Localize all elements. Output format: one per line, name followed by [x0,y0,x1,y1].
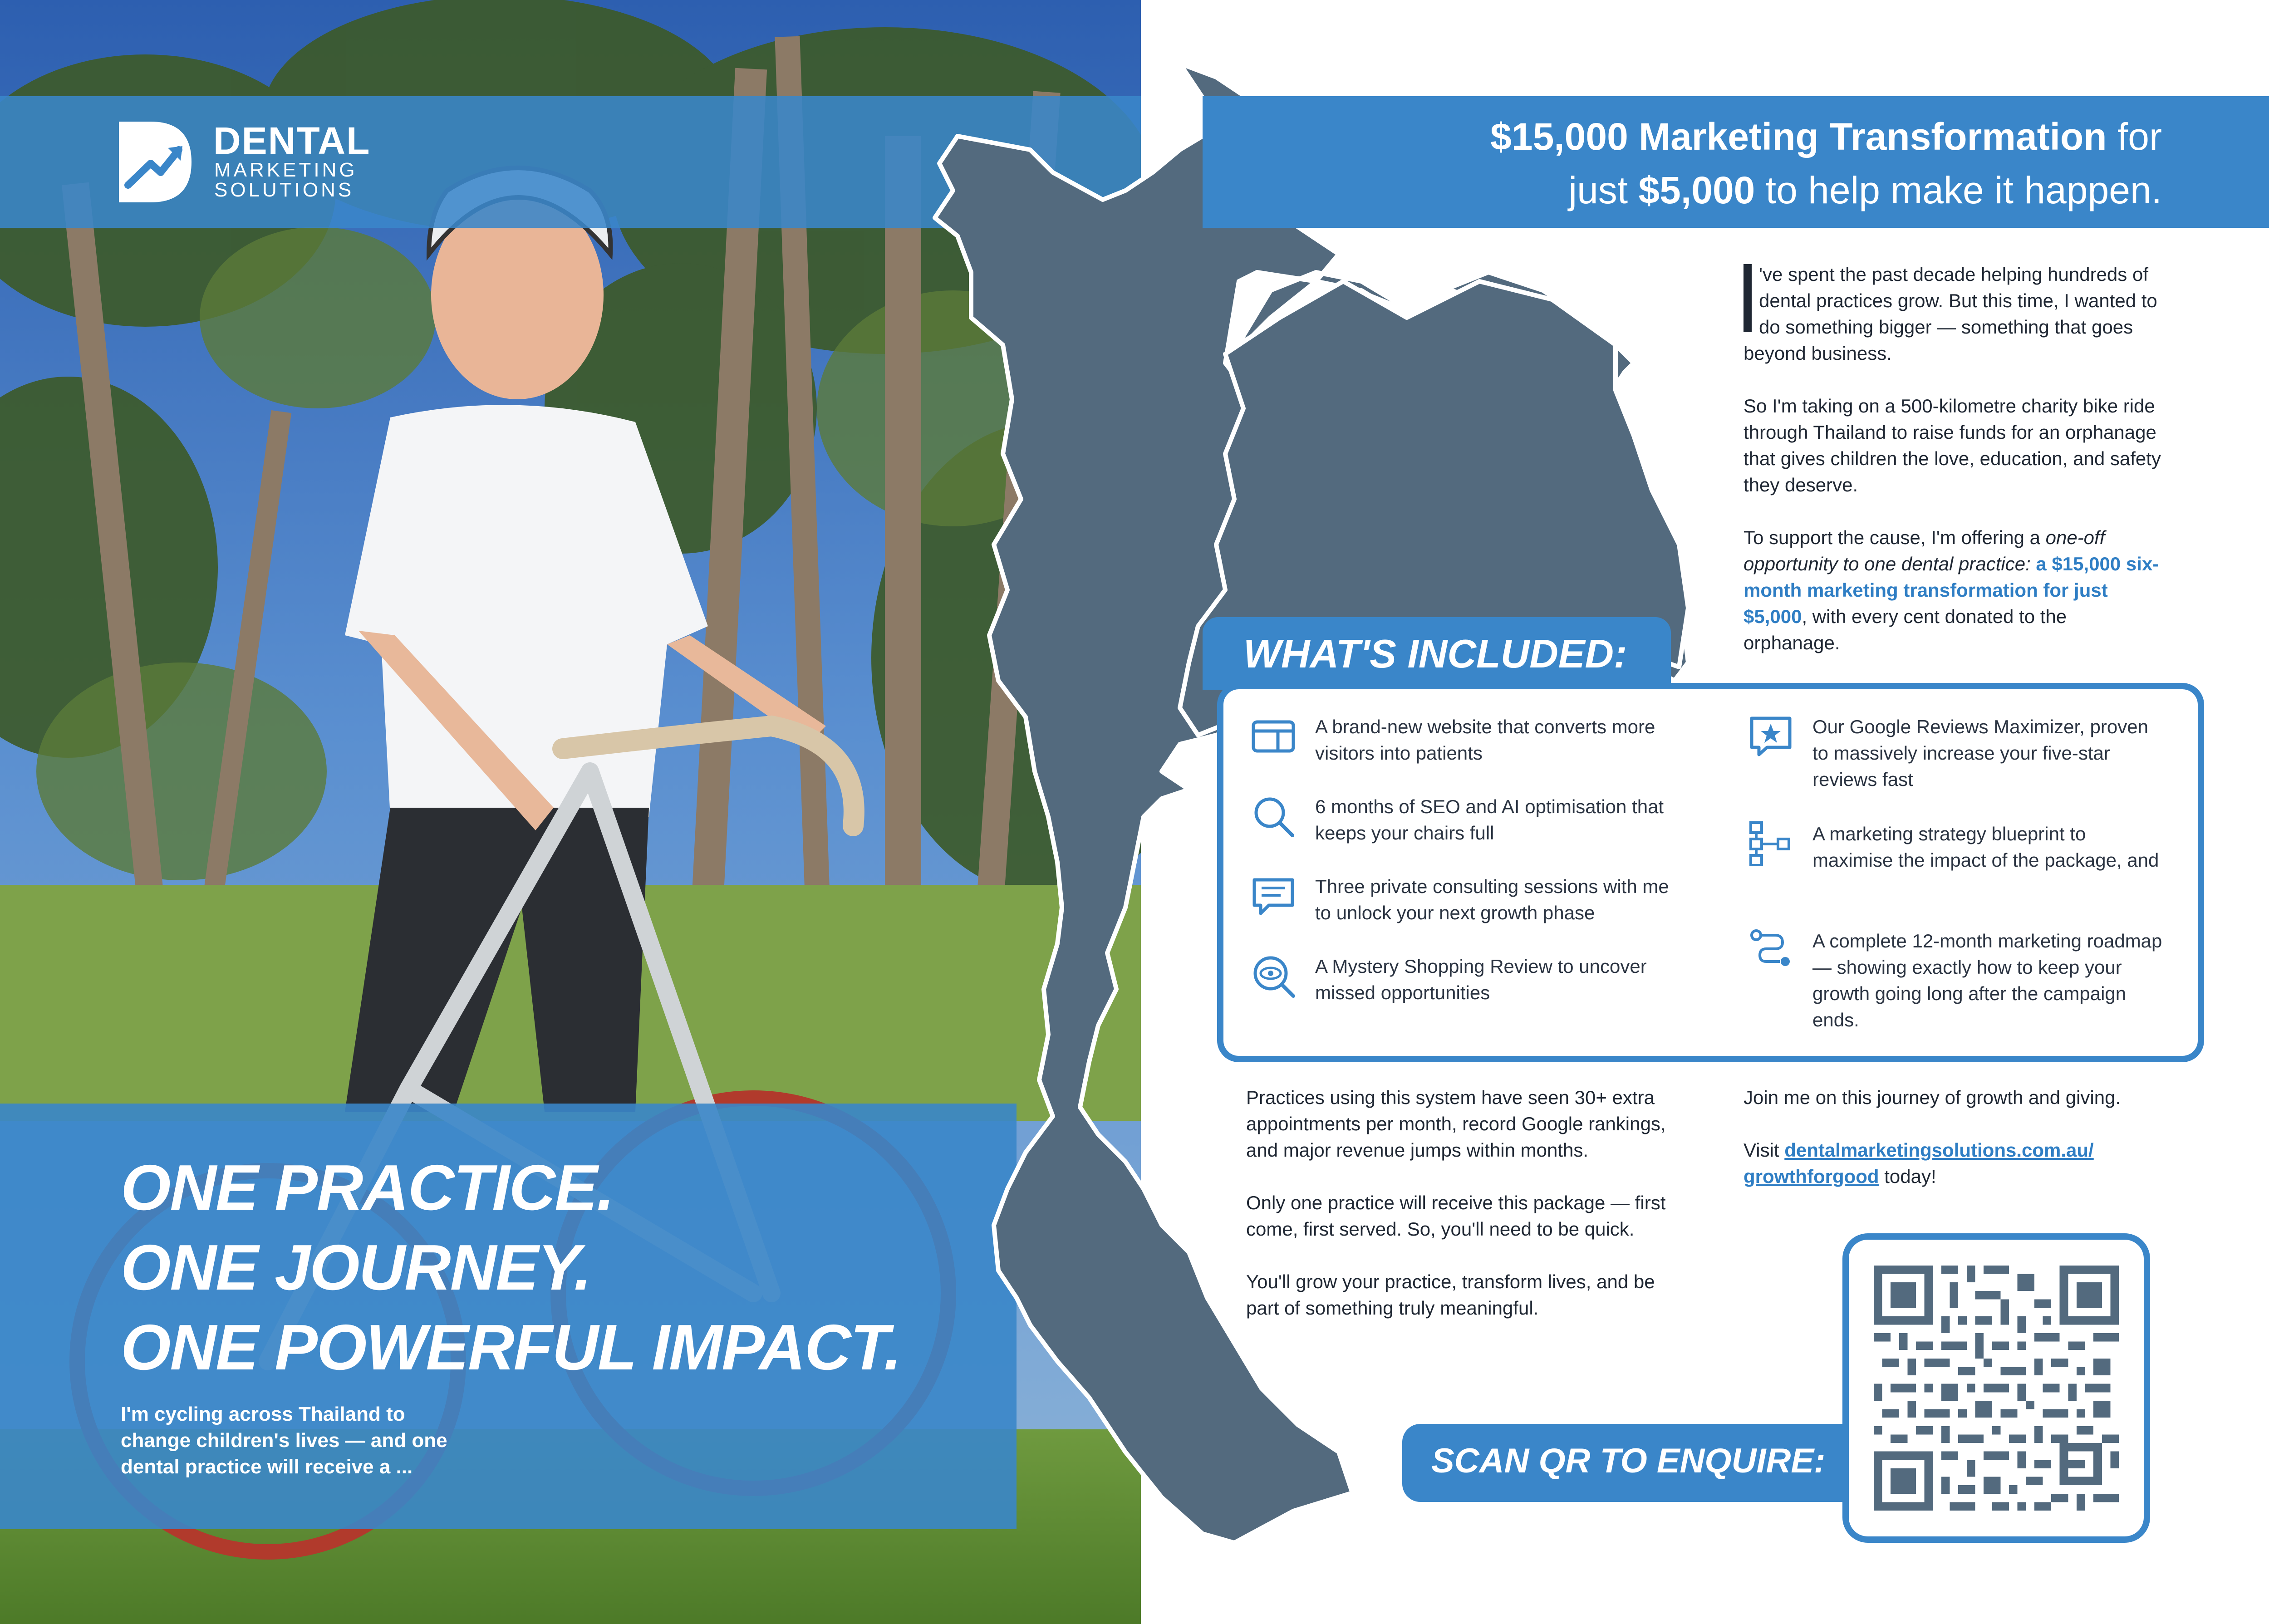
included-item-mystery [1251,953,1669,1006]
dropcap-i [1743,264,1752,332]
qr-code-icon [1874,1266,2119,1511]
included-item-text: Three private consulting sessions with me to unlock your next growth phase [1315,876,1669,923]
hero-line-1: ONE PRACTICE. [121,1152,614,1224]
roadmap-icon [1748,928,1793,973]
intro-p1: 've spent the past decade helping hundreds of dental practices grow. But this time, I wanted to do something bigger — something that goes beyond business. [1743,264,2157,364]
intro-p3-b: , with every cent donated to the orphanage. [1743,606,2067,653]
title-band [1203,96,2269,228]
search-icon [1251,794,1296,839]
visit-suffix: today! [1879,1166,1936,1187]
scan-qr-label: SCAN QR TO ENQUIRE: [1431,1442,1826,1480]
flowchart-icon [1748,821,1793,866]
included-item-text: A marketing strategy blueprint to maximise the impact of the package, and [1812,823,2159,871]
qr-code-frame[interactable] [1842,1233,2150,1543]
included-item-website [1251,714,1669,766]
hero-line-2: ONE JOURNEY. [121,1231,591,1304]
intro-p2: So I'm taking on a 500-kilometre charity bike ride through Thailand to raise funds for an orphanage that gives children the love, education, and safety they deserve. [1743,395,2161,496]
included-item-text: A brand-new website that converts more visitors into patients [1315,716,1655,764]
included-box [1217,683,2204,1062]
lower-right-p1: Join me on this journey of growth and giving. [1743,1087,2121,1108]
eye-search-icon [1251,953,1296,999]
intro-p3-italic: one-off opportunity to one dental practice: [1743,527,2105,574]
offer-title-plain-3: to help make it happen. [1755,169,2162,211]
campaign-link-part-1[interactable]: dentalmarketingsolutions.com.au/ [1784,1139,2094,1161]
hero-line-3: ONE POWERFUL IMPACT. [121,1311,901,1384]
logo-solutions: SOLUTIONS [214,179,354,201]
lower-right-copy [1743,1084,2170,1216]
offer-title [1490,110,2162,217]
lower-left-p1: Practices using this system have seen 30+ extra appointments per month, record Google rankings, and major revenue jumps within months. [1246,1087,1666,1161]
included-item-roadmap [1748,928,2166,1033]
scan-qr-cta [1402,1424,1856,1502]
hero-subline: I'm cycling across Thailand to change children's lives — and one dental practice will receive a ... [121,1403,447,1478]
lower-left-p2: Only one practice will receive this package — first come, first served. So, you'll need to be quick. [1246,1192,1666,1240]
chat-icon [1251,873,1296,919]
visit-label: Visit [1743,1139,1785,1161]
intro-copy [1743,261,2166,682]
lower-left-copy [1246,1084,1673,1348]
offer-title-plain-1: for [2107,115,2162,158]
included-item-text: A Mystery Shopping Review to uncover missed opportunities [1315,956,1647,1003]
included-item-text: Our Google Reviews Maximizer, proven to massively increase your five-star reviews fast [1812,716,2148,790]
included-item-text: 6 months of SEO and AI optimisation that keeps your chairs full [1315,796,1664,844]
logo-dental: DENTAL [213,119,371,162]
included-item-blueprint [1748,821,2166,873]
included-item-seo [1251,794,1669,846]
included-item-text: A complete 12-month marketing roadmap — showing exactly how to keep your growth going long after the campaign ends. [1812,930,2162,1030]
campaign-link-part-2[interactable]: growthforgood [1743,1166,1879,1187]
intro-p3-accent: a $15,000 six-month marketing transformation for just $5,000 [1743,553,2159,627]
offer-title-bold-1: $15,000 Marketing Transformation [1490,115,2107,158]
lower-left-p3: You'll grow your practice, transform lives, and be part of something truly meaningful. [1246,1271,1655,1319]
offer-title-bold-2: $5,000 [1638,169,1755,211]
logo-marketing: MARKETING [214,159,358,181]
included-item-consulting [1251,873,1669,926]
whats-included-heading: WHAT'S INCLUDED: [1243,631,1627,676]
star-review-icon [1748,714,1793,759]
intro-p3-a: To support the cause, I'm offering a [1743,527,2046,548]
whats-included-tab [1203,617,1671,690]
website-icon [1251,714,1296,759]
offer-title-plain-2: just [1568,169,1639,211]
included-item-reviews [1748,714,2166,793]
